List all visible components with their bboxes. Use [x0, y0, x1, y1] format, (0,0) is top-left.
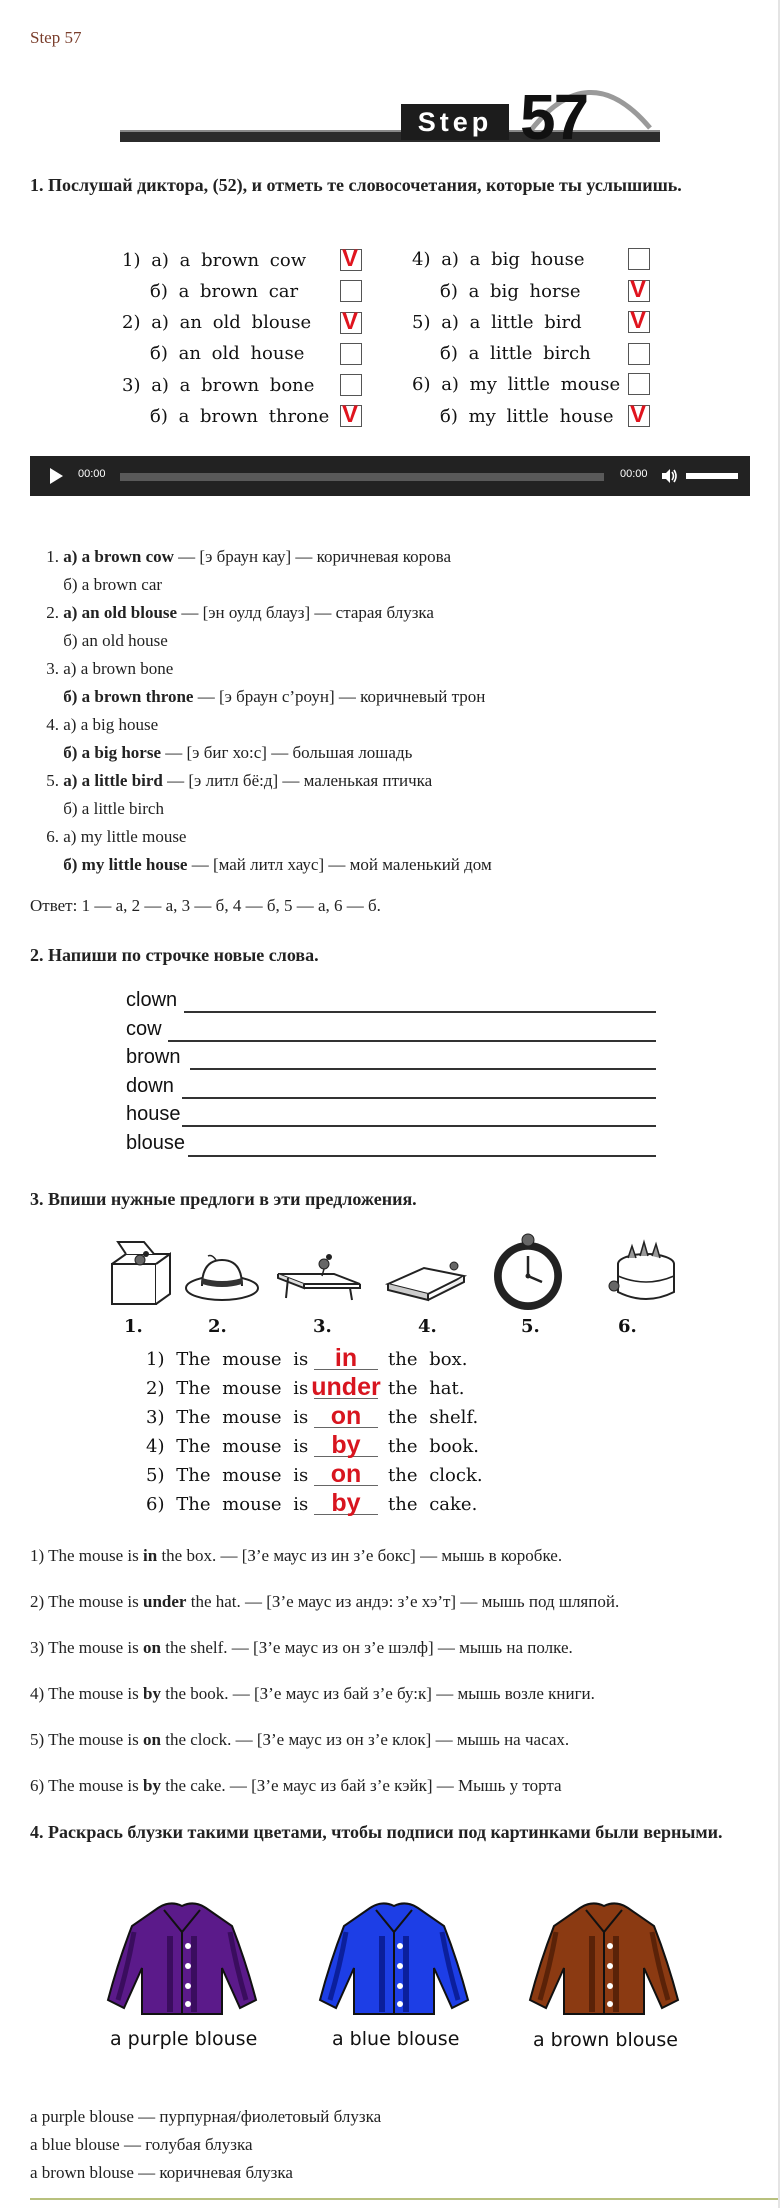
picture-label-3: 3.	[313, 1316, 332, 1337]
banner-step-word: Step	[401, 104, 509, 140]
word-blouse: blouse	[126, 1132, 185, 1154]
translation-text: 5) The mouse is	[30, 1730, 144, 1749]
list-phrase: б) my little house	[63, 855, 188, 874]
shelf-icon	[274, 1248, 364, 1302]
list-item	[30, 739, 492, 767]
list-number: 2.	[46, 603, 59, 622]
list-item	[30, 851, 492, 879]
picture-label-1: 1.	[124, 1316, 143, 1337]
task4-heading: 4. Раскрась блузки такими цветами, чтобы подписи под картинками были верными.	[30, 1822, 723, 1842]
preposition: by	[143, 1684, 161, 1703]
answer-2: under	[311, 1373, 381, 1401]
list-phrase: а) a little bird	[63, 771, 163, 790]
task2-heading: 2. Напиши по строчке новые слова.	[30, 945, 319, 965]
blouse-caption-blue: a blue blouse	[332, 2028, 460, 2050]
checkbox-4b[interactable]	[628, 276, 650, 303]
progress-track[interactable]	[120, 473, 604, 481]
answer-6: by	[331, 1489, 361, 1517]
list-phrase: а) a brown cow	[63, 547, 174, 566]
translation-text: the book. — [З’е маус из бай з’е бу:к] — мышь возле книги.	[160, 1684, 595, 1703]
check-mark-icon: V	[342, 245, 359, 272]
sentence-num: 5)	[146, 1465, 165, 1486]
checkbox-4a[interactable]	[628, 248, 650, 270]
list-phrase: б) a big horse	[63, 743, 161, 762]
option-4a: 4) а) a big house	[412, 249, 585, 270]
play-icon[interactable]	[50, 468, 63, 484]
answer-line: Ответ: 1 — а, 2 — а, 3 — б, 4 — б, 5 — а, 6 — б.	[30, 896, 381, 915]
list-phrase: а) an old blouse	[63, 603, 178, 622]
list-text: — [май литл хаус] — мой маленький дом	[187, 855, 492, 874]
translation-text: the shelf. — [З’е маус из он з’е шэлф] — мышь на полке.	[160, 1638, 573, 1657]
color-translation-1: a purple blouse — пурпурная/фиолетовый блузка	[30, 2107, 382, 2126]
translation-text: the cake. — [З’е маус из бай з’е кэйк] — Мышь у торта	[160, 1776, 562, 1795]
list-item	[30, 655, 492, 683]
option-5b: б) a little birch	[440, 343, 591, 364]
word-clown: clown	[126, 989, 178, 1011]
translation-text: the clock. — [З’е маус из он з’е клок] — мышь на часах.	[160, 1730, 570, 1749]
preposition: on	[143, 1638, 161, 1657]
volume-icon[interactable]	[660, 467, 678, 485]
translation-line	[30, 1684, 595, 1704]
option-6a: 6) а) my little mouse	[412, 374, 621, 395]
list-text: а) a big house	[63, 715, 159, 734]
check-mark-icon: V	[630, 401, 647, 428]
current-time: 00:00	[78, 468, 106, 480]
list-text: б) an old house	[63, 631, 168, 650]
sentence-3-end: the shelf.	[388, 1407, 479, 1428]
check-mark-icon: V	[342, 401, 359, 428]
blouse-icon	[526, 1896, 682, 2020]
sentence-1	[146, 1349, 308, 1370]
color-translation-2: a blue blouse — голубая блузка	[30, 2135, 253, 2154]
list-phrase: б) a brown throne	[63, 687, 194, 706]
answer-5: on	[330, 1460, 362, 1488]
list-text: — [э литл бё:д] — маленькая птичка	[162, 771, 433, 790]
translation-line	[30, 1638, 573, 1658]
option-1b: б) a brown car	[150, 281, 299, 302]
sentence-start: The mouse is	[176, 1436, 309, 1457]
blouse-icon	[104, 1896, 260, 2020]
list-text: б) a brown car	[63, 575, 163, 594]
color-translation-3: a brown blouse — коричневая блузка	[30, 2163, 293, 2182]
option-3b: б) a brown throne	[150, 406, 330, 427]
option-2a: 2) а) an old blouse	[122, 312, 312, 333]
option-1a: 1) а) a brown cow	[122, 250, 307, 271]
blouse-icon	[316, 1896, 472, 2020]
blouse-caption-purple: a purple blouse	[110, 2028, 258, 2050]
picture-label-5: 5.	[521, 1316, 540, 1337]
picture-label-4: 4.	[418, 1316, 437, 1337]
sentence-num: 4)	[146, 1436, 165, 1457]
sentence-3	[146, 1407, 308, 1428]
sentence-start: The mouse is	[176, 1349, 309, 1370]
word-down: down	[126, 1075, 174, 1097]
answer-4: by	[331, 1431, 361, 1459]
blouse-caption-brown: a brown blouse	[533, 2029, 678, 2051]
writing-line	[190, 1068, 656, 1070]
check-mark-icon: V	[630, 307, 647, 334]
answer-1: in	[334, 1344, 358, 1372]
answer-3: on	[330, 1402, 362, 1430]
list-item	[30, 543, 492, 571]
list-item	[30, 683, 492, 711]
cake-icon	[606, 1234, 680, 1306]
list-item	[30, 599, 492, 627]
writing-line	[182, 1125, 656, 1127]
translation-text: 2) The mouse is	[30, 1592, 144, 1611]
checkbox-1a[interactable]	[340, 245, 362, 272]
divider	[30, 2198, 778, 2200]
word-cow: cow	[126, 1018, 162, 1040]
sentence-4-end: the book.	[388, 1436, 480, 1457]
checkbox-6b[interactable]	[628, 401, 650, 428]
sentence-num: 3)	[146, 1407, 165, 1428]
checkbox-5b[interactable]	[628, 343, 650, 365]
translation-text: 4) The mouse is	[30, 1684, 144, 1703]
list-text: — [э биг хо:с] — большая лошадь	[161, 743, 413, 762]
translation-text: the box. — [З’е маус из ин з’е бокс] — мышь в коробке.	[157, 1546, 563, 1565]
sentence-start: The mouse is	[176, 1378, 309, 1399]
option-5a: 5) а) a little bird	[412, 312, 582, 333]
audio-player	[30, 456, 750, 496]
list-number: 4.	[46, 715, 59, 734]
word-house: house	[126, 1103, 181, 1125]
list-item	[30, 767, 492, 795]
picture-label-6: 6.	[618, 1316, 637, 1337]
list-text: — [эн оулд блауз] — старая блузка	[177, 603, 434, 622]
clock-icon	[490, 1232, 566, 1312]
writing-line	[182, 1097, 656, 1099]
list-item	[30, 823, 492, 851]
preposition: in	[143, 1546, 158, 1565]
sentence-num: 1)	[146, 1349, 165, 1370]
list-text: — [э браун кау] — коричневая корова	[173, 547, 452, 566]
sentence-num: 2)	[146, 1378, 165, 1399]
box-icon	[104, 1240, 186, 1310]
translation-text: 6) The mouse is	[30, 1776, 144, 1795]
preposition: on	[143, 1730, 161, 1749]
duration: 00:00	[620, 468, 648, 480]
sentence-start: The mouse is	[176, 1407, 309, 1428]
translation-text: 3) The mouse is	[30, 1638, 144, 1657]
list-text: а) my little mouse	[63, 827, 187, 846]
sentence-5	[146, 1465, 308, 1486]
picture-label-2: 2.	[208, 1316, 227, 1337]
list-text: б) a little birch	[63, 799, 164, 818]
translation-text: 1) The mouse is	[30, 1546, 144, 1565]
translation-line	[30, 1730, 569, 1750]
sentence-4	[146, 1436, 308, 1457]
answers-list	[30, 543, 492, 879]
list-number: 5.	[46, 771, 59, 790]
sentence-2-end: the hat.	[388, 1378, 465, 1399]
option-2b: б) an old house	[150, 343, 305, 364]
option-4b: б) a big horse	[440, 281, 581, 302]
writing-line	[188, 1155, 656, 1157]
list-item	[30, 571, 492, 599]
page-border	[778, 0, 780, 2208]
translation-line	[30, 1776, 562, 1796]
sentence-start: The mouse is	[176, 1465, 309, 1486]
option-3a: 3) а) a brown bone	[122, 375, 315, 396]
list-item	[30, 627, 492, 655]
checkbox-1b[interactable]	[340, 280, 362, 302]
task3-heading: 3. Впиши нужные предлоги в эти предложения.	[30, 1189, 417, 1209]
checkbox-2b[interactable]	[340, 343, 362, 365]
preposition: by	[143, 1776, 161, 1795]
checkbox-5a[interactable]	[628, 307, 650, 334]
preposition: under	[143, 1592, 187, 1611]
writing-line	[184, 1011, 656, 1013]
task1-heading: 1. Послушай диктора, (52), и отметь те словосочетания, которые ты услышишь.	[30, 175, 682, 195]
list-number: 6.	[46, 827, 59, 846]
sentence-5-end: the clock.	[388, 1465, 483, 1486]
list-text: а) a brown bone	[63, 659, 174, 678]
list-item	[30, 711, 492, 739]
checkbox-6a[interactable]	[628, 373, 650, 395]
banner-step-number: 57	[520, 81, 588, 153]
breadcrumb[interactable]: Step 57	[30, 28, 82, 47]
translation-line	[30, 1592, 619, 1612]
checkbox-3a[interactable]	[340, 374, 362, 396]
book-icon	[384, 1254, 468, 1304]
checkbox-2a[interactable]	[340, 308, 362, 335]
list-number: 3.	[46, 659, 59, 678]
translation-text: the hat. — [З’е маус из андэ: з’е хэ’т] — мышь под шляпой.	[186, 1592, 620, 1611]
list-item	[30, 795, 492, 823]
option-6b: б) my little house	[440, 406, 614, 427]
volume-slider[interactable]	[686, 473, 738, 479]
sentence-start: The mouse is	[176, 1494, 309, 1515]
checkbox-3b[interactable]	[340, 401, 362, 428]
sentence-2	[146, 1378, 308, 1399]
sentence-6-end: the cake.	[388, 1494, 478, 1515]
sentence-num: 6)	[146, 1494, 165, 1515]
list-text: — [э браун с’роун] — коричневый трон	[193, 687, 486, 706]
step-banner	[120, 81, 660, 153]
hat-icon	[182, 1252, 262, 1304]
word-brown: brown	[126, 1046, 181, 1068]
writing-line	[168, 1040, 656, 1042]
translation-line	[30, 1546, 562, 1566]
check-mark-icon: V	[342, 308, 359, 335]
list-number: 1.	[46, 547, 59, 566]
check-mark-icon: V	[630, 276, 647, 303]
sentence-1-end: the box.	[388, 1349, 468, 1370]
sentence-6	[146, 1494, 308, 1515]
